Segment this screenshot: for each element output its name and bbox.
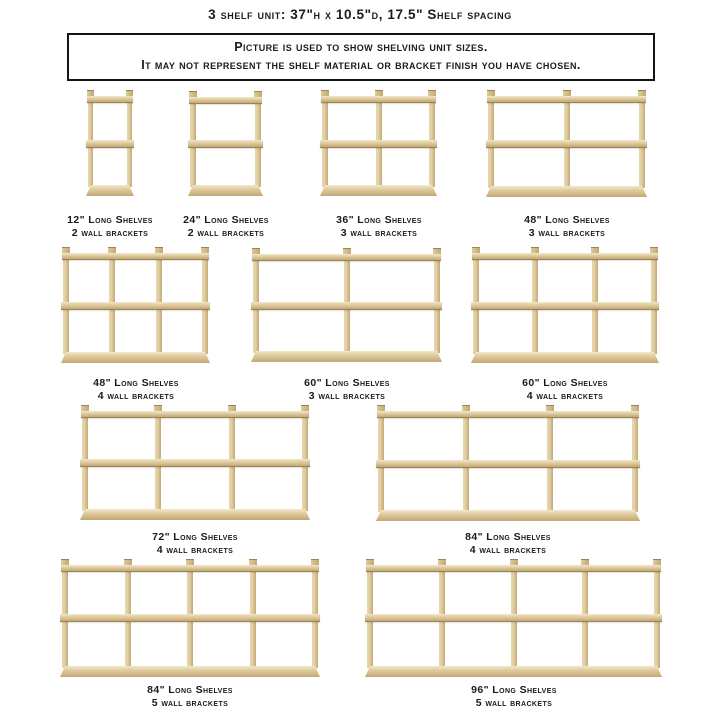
middle-shelf [486,140,647,148]
shelf-unit-60in-4wb-caption [465,377,665,403]
shelf-unit-84in-4wb-caption [408,531,608,557]
top-shelf [252,254,441,261]
shelf-unit-72in-4wb [82,405,308,520]
shelf-unit-12in-2wb [88,90,132,196]
middle-shelf [365,614,662,622]
bottom-shelf-base [486,186,647,197]
shelf-unit-48in-3wb [488,90,645,197]
middle-shelf [320,140,437,148]
top-shelf [189,97,262,104]
shelf-unit-84in-5wb [62,559,318,677]
caption-shelf-length: 60" Long Shelves [522,377,608,389]
bottom-shelf-base [80,509,310,520]
bottom-shelf-base [61,352,210,363]
page-title: 3 shelf unit: 37"h x 10.5"d, 17.5" Shelf spacing [208,7,512,22]
middle-shelf [251,302,442,310]
caption-shelf-length: 96" Long Shelves [471,684,557,696]
top-shelf [62,253,209,260]
shelf-unit-72in-4wb-caption [95,531,295,557]
middle-shelf [86,140,134,148]
caption-bracket-count: 2 wall brackets [187,227,265,239]
shelf-unit-36in-3wb-caption [279,214,479,240]
caption-shelf-length: 84" Long Shelves [147,684,233,696]
top-shelf [487,96,646,103]
caption-bracket-count: 2 wall brackets [71,227,149,239]
caption-shelf-length: 84" Long Shelves [465,531,551,543]
notice-line-2: It may not represent the shelf material or bracket finish you have chosen. [141,58,581,72]
caption-shelf-length: 12" Long Shelves [67,214,153,226]
middle-shelf [80,459,310,467]
shelf-unit-84in-5wb-caption [90,684,290,710]
notice-line-1: Picture is used to show shelving unit sizes. [234,40,488,54]
middle-shelf [60,614,320,622]
caption-shelf-length: 24" Long Shelves [183,214,269,226]
bottom-shelf-base [188,185,263,196]
shelf-unit-24in-2wb [190,91,261,196]
top-shelf [377,411,639,418]
top-shelf [366,565,661,572]
caption-bracket-count: 5 wall brackets [151,697,229,709]
caption-shelf-length: 36" Long Shelves [336,214,422,226]
caption-shelf-length: 48" Long Shelves [93,377,179,389]
bottom-shelf-base [60,666,320,677]
top-shelf [472,253,658,260]
bottom-shelf-base [376,510,640,521]
caption-shelf-length: 48" Long Shelves [524,214,610,226]
bottom-shelf-base [320,185,437,196]
shelf-unit-60in-3wb [253,248,440,362]
notice-box [67,33,655,81]
bottom-shelf-base [86,185,134,196]
shelf-unit-48in-4wb-caption [36,377,236,403]
caption-shelf-length: 60" Long Shelves [304,377,390,389]
caption-bracket-count: 5 wall brackets [475,697,553,709]
shelf-unit-36in-3wb [322,90,435,196]
top-shelf [87,96,133,103]
top-shelf [61,565,319,572]
shelf-unit-48in-4wb [63,247,208,363]
caption-bracket-count: 3 wall brackets [308,390,386,402]
shelf-unit-60in-4wb [473,247,657,363]
bottom-shelf-base [251,351,442,362]
bottom-shelf-base [471,352,659,363]
shelf-unit-60in-3wb-caption [247,377,447,403]
caption-bracket-count: 3 wall brackets [528,227,606,239]
middle-shelf [376,460,640,468]
caption-bracket-count: 4 wall brackets [156,544,234,556]
caption-bracket-count: 4 wall brackets [97,390,175,402]
shelf-unit-48in-3wb-caption [467,214,667,240]
middle-shelf [471,302,659,310]
top-shelf [81,411,309,418]
caption-bracket-count: 4 wall brackets [526,390,604,402]
top-shelf [321,96,436,103]
shelf-unit-84in-4wb [378,405,638,521]
caption-bracket-count: 3 wall brackets [340,227,418,239]
shelf-unit-96in-5wb-caption [414,684,614,710]
middle-shelf [61,302,210,310]
caption-shelf-length: 72" Long Shelves [152,531,238,543]
bottom-shelf-base [365,666,662,677]
middle-shelf [188,140,263,148]
caption-bracket-count: 4 wall brackets [469,544,547,556]
shelf-unit-96in-5wb [367,559,660,677]
